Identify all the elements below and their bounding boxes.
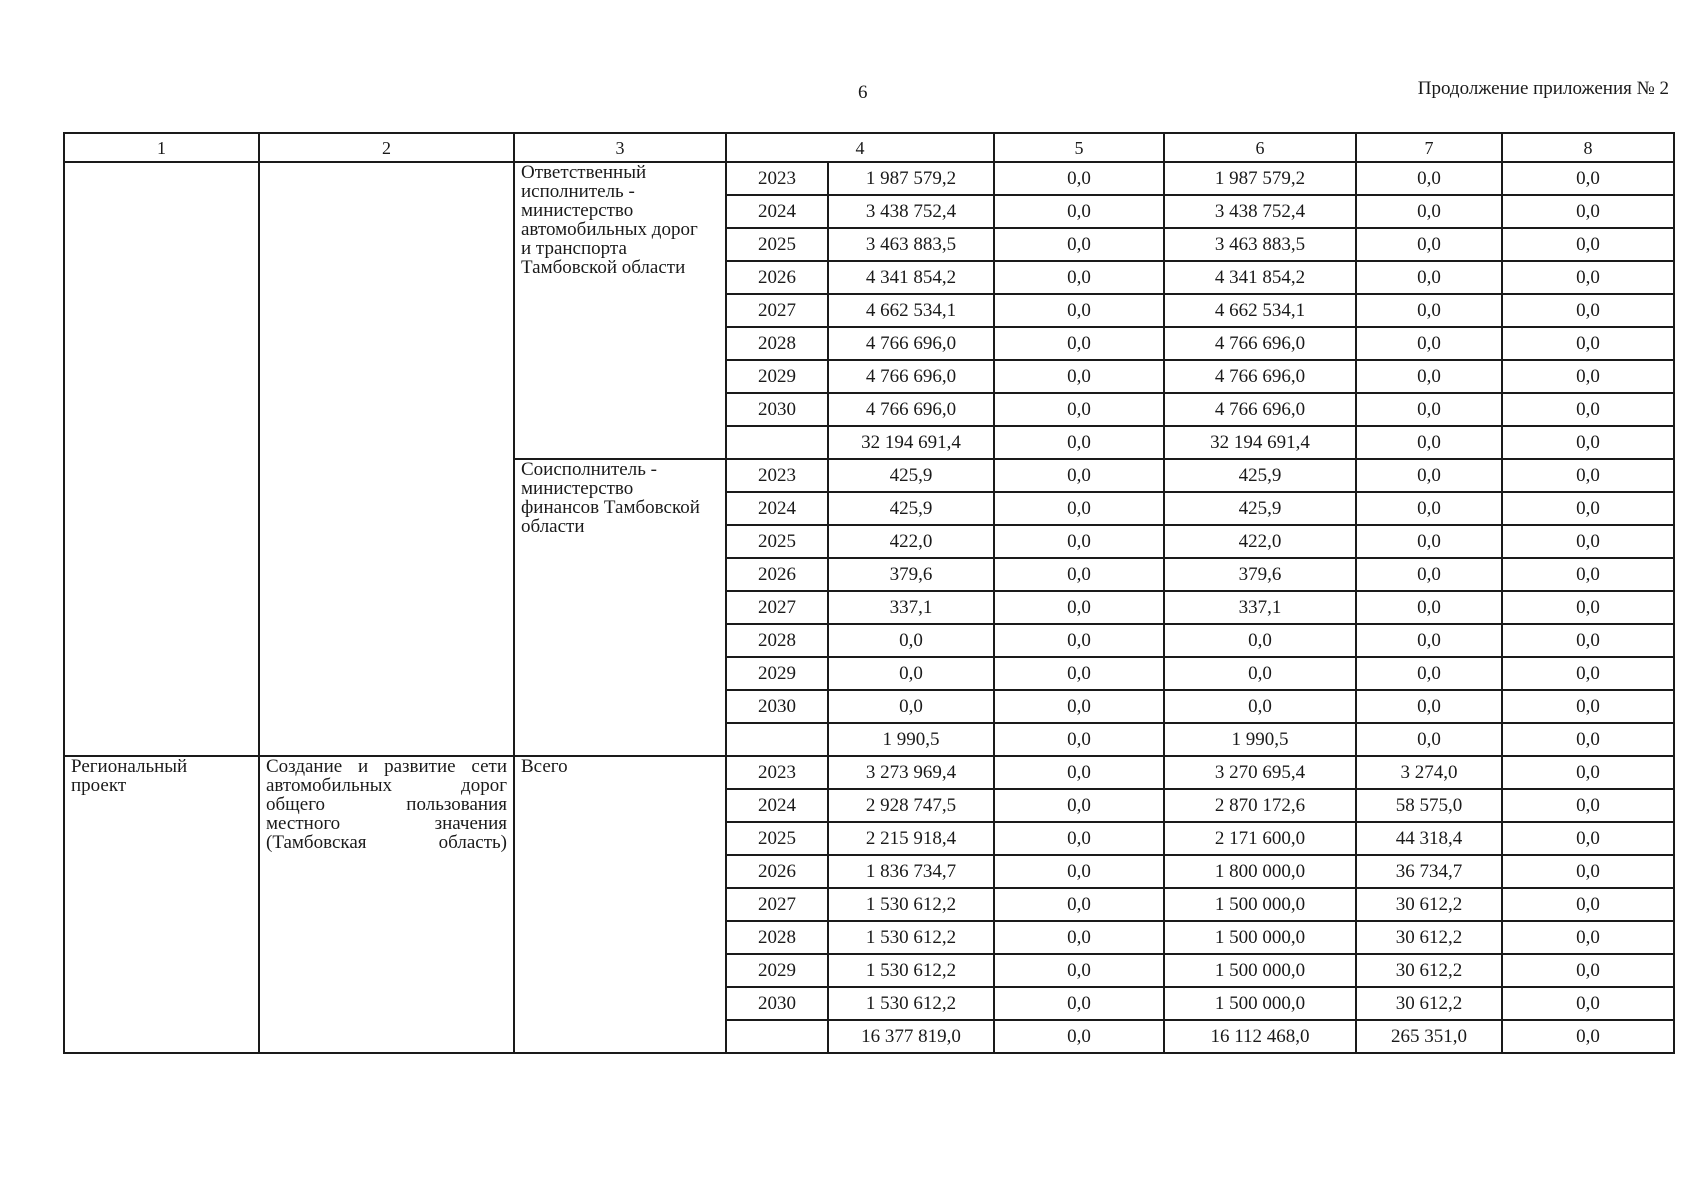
- appendix-continuation-label: Продолжение приложения № 2: [1417, 78, 1669, 99]
- amount-cell: 4 662 534,1: [828, 294, 994, 327]
- amount-cell: 30 612,2: [1356, 921, 1502, 954]
- amount-cell: 1 530 612,2: [828, 888, 994, 921]
- year-cell: 2026: [726, 855, 828, 888]
- year-cell: 2030: [726, 987, 828, 1020]
- amount-cell: 0,0: [1502, 492, 1674, 525]
- executor-cell: [514, 459, 726, 756]
- amount-cell: 0,0: [994, 162, 1164, 195]
- amount-cell: 0,0: [994, 492, 1164, 525]
- amount-cell: 0,0: [1356, 492, 1502, 525]
- year-cell: 2029: [726, 954, 828, 987]
- amount-cell: 2 928 747,5: [828, 789, 994, 822]
- amount-cell: 0,0: [1356, 591, 1502, 624]
- cell-line: министерство: [521, 478, 634, 499]
- cell-line: Соисполнитель -: [521, 459, 657, 480]
- amount-cell: 0,0: [1502, 855, 1674, 888]
- year-cell: 2025: [726, 228, 828, 261]
- amount-cell: 2 215 918,4: [828, 822, 994, 855]
- year-cell: 2029: [726, 360, 828, 393]
- amount-cell: 0,0: [994, 756, 1164, 789]
- amount-cell: 0,0: [1502, 690, 1674, 723]
- amount-cell: 0,0: [1502, 162, 1674, 195]
- amount-cell: 0,0: [1502, 426, 1674, 459]
- amount-cell: 0,0: [994, 657, 1164, 690]
- amount-cell: 0,0: [994, 459, 1164, 492]
- amount-cell: 0,0: [994, 426, 1164, 459]
- amount-cell: 3 438 752,4: [828, 195, 994, 228]
- amount-cell: 0,0: [1356, 426, 1502, 459]
- cell-line: автомобильных дорог: [521, 219, 698, 240]
- amount-cell: 4 766 696,0: [828, 327, 994, 360]
- year-cell: [726, 1020, 828, 1053]
- financing-table: [63, 132, 1675, 1054]
- executor-cell: [514, 756, 726, 1053]
- amount-cell: 1 500 000,0: [1164, 888, 1356, 921]
- amount-cell: 4 662 534,1: [1164, 294, 1356, 327]
- amount-cell: 36 734,7: [1356, 855, 1502, 888]
- amount-cell: 0,0: [828, 657, 994, 690]
- amount-cell: 4 766 696,0: [828, 360, 994, 393]
- amount-cell: 0,0: [1356, 195, 1502, 228]
- amount-cell: 425,9: [1164, 492, 1356, 525]
- amount-cell: 1 500 000,0: [1164, 921, 1356, 954]
- year-cell: 2026: [726, 558, 828, 591]
- amount-cell: 0,0: [1356, 624, 1502, 657]
- column-number-4: 4: [726, 133, 994, 162]
- amount-cell: 0,0: [994, 855, 1164, 888]
- amount-cell: 0,0: [994, 987, 1164, 1020]
- project-name-cell: [259, 162, 514, 756]
- column-number-7: 7: [1356, 133, 1502, 162]
- amount-cell: 0,0: [1502, 327, 1674, 360]
- cell-line: и транспорта: [521, 238, 627, 259]
- amount-cell: 0,0: [1356, 162, 1502, 195]
- amount-cell: 0,0: [994, 327, 1164, 360]
- amount-cell: 425,9: [828, 492, 994, 525]
- table-row: [64, 756, 1674, 789]
- year-cell: [726, 723, 828, 756]
- amount-cell: 425,9: [828, 459, 994, 492]
- amount-cell: 3 463 883,5: [828, 228, 994, 261]
- amount-cell: 0,0: [1502, 558, 1674, 591]
- amount-cell: 0,0: [994, 360, 1164, 393]
- amount-cell: 0,0: [1502, 525, 1674, 558]
- amount-cell: 1 990,5: [828, 723, 994, 756]
- amount-cell: 3 273 969,4: [828, 756, 994, 789]
- amount-cell: 265 351,0: [1356, 1020, 1502, 1053]
- year-cell: 2024: [726, 492, 828, 525]
- year-cell: 2028: [726, 921, 828, 954]
- year-cell: 2030: [726, 393, 828, 426]
- amount-cell: 0,0: [994, 822, 1164, 855]
- amount-cell: 0,0: [1502, 657, 1674, 690]
- amount-cell: 3 270 695,4: [1164, 756, 1356, 789]
- year-cell: 2026: [726, 261, 828, 294]
- year-cell: 2024: [726, 789, 828, 822]
- year-cell: 2023: [726, 756, 828, 789]
- amount-cell: 0,0: [1356, 558, 1502, 591]
- amount-cell: 0,0: [1502, 888, 1674, 921]
- amount-cell: 0,0: [1502, 789, 1674, 822]
- column-number-6: 6: [1164, 133, 1356, 162]
- amount-cell: 0,0: [1502, 954, 1674, 987]
- amount-cell: 0,0: [994, 591, 1164, 624]
- amount-cell: 4 766 696,0: [1164, 360, 1356, 393]
- amount-cell: 44 318,4: [1356, 822, 1502, 855]
- amount-cell: 16 377 819,0: [828, 1020, 994, 1053]
- amount-cell: 379,6: [828, 558, 994, 591]
- amount-cell: 0,0: [1356, 657, 1502, 690]
- amount-cell: 0,0: [1502, 822, 1674, 855]
- year-cell: 2030: [726, 690, 828, 723]
- amount-cell: 0,0: [1502, 921, 1674, 954]
- amount-cell: 1 500 000,0: [1164, 987, 1356, 1020]
- column-number-1: 1: [64, 133, 259, 162]
- amount-cell: 0,0: [1356, 228, 1502, 261]
- amount-cell: 30 612,2: [1356, 888, 1502, 921]
- amount-cell: 3 463 883,5: [1164, 228, 1356, 261]
- amount-cell: 0,0: [1164, 690, 1356, 723]
- amount-cell: 0,0: [828, 690, 994, 723]
- table-row: [64, 162, 1674, 195]
- amount-cell: 379,6: [1164, 558, 1356, 591]
- cell-line: проект: [71, 775, 127, 796]
- amount-cell: 1 836 734,7: [828, 855, 994, 888]
- amount-cell: 0,0: [1502, 624, 1674, 657]
- amount-cell: 0,0: [1164, 624, 1356, 657]
- amount-cell: 0,0: [1502, 723, 1674, 756]
- cell-line: Всего: [521, 756, 568, 777]
- amount-cell: 0,0: [994, 558, 1164, 591]
- amount-cell: 0,0: [1356, 723, 1502, 756]
- amount-cell: 0,0: [1502, 393, 1674, 426]
- amount-cell: 0,0: [994, 261, 1164, 294]
- amount-cell: 425,9: [1164, 459, 1356, 492]
- amount-cell: 1 530 612,2: [828, 921, 994, 954]
- cell-line: Региональный: [71, 756, 188, 777]
- column-number-3: 3: [514, 133, 726, 162]
- cell-line: общего пользования: [266, 794, 507, 815]
- amount-cell: 0,0: [1502, 360, 1674, 393]
- amount-cell: 1 800 000,0: [1164, 855, 1356, 888]
- amount-cell: 0,0: [994, 228, 1164, 261]
- year-cell: 2027: [726, 888, 828, 921]
- amount-cell: 0,0: [994, 525, 1164, 558]
- amount-cell: 0,0: [1502, 987, 1674, 1020]
- amount-cell: 0,0: [994, 1020, 1164, 1053]
- amount-cell: 16 112 468,0: [1164, 1020, 1356, 1053]
- amount-cell: 0,0: [1502, 591, 1674, 624]
- amount-cell: 1 530 612,2: [828, 954, 994, 987]
- amount-cell: 1 987 579,2: [1164, 162, 1356, 195]
- column-number-5: 5: [994, 133, 1164, 162]
- amount-cell: 30 612,2: [1356, 954, 1502, 987]
- amount-cell: 0,0: [1502, 1020, 1674, 1053]
- amount-cell: 0,0: [1356, 294, 1502, 327]
- amount-cell: 58 575,0: [1356, 789, 1502, 822]
- column-number-row: [64, 133, 1674, 162]
- amount-cell: 32 194 691,4: [828, 426, 994, 459]
- column-number-8: 8: [1502, 133, 1674, 162]
- amount-cell: 0,0: [994, 393, 1164, 426]
- cell-line: местного значения: [266, 813, 507, 834]
- year-cell: 2027: [726, 294, 828, 327]
- column-number-2: 2: [259, 133, 514, 162]
- amount-cell: 0,0: [994, 723, 1164, 756]
- amount-cell: 0,0: [828, 624, 994, 657]
- cell-line: (Тамбовская область): [266, 832, 507, 853]
- amount-cell: 0,0: [1502, 261, 1674, 294]
- year-cell: 2023: [726, 459, 828, 492]
- executor-cell: [514, 162, 726, 459]
- amount-cell: 0,0: [994, 690, 1164, 723]
- year-cell: 2025: [726, 822, 828, 855]
- amount-cell: 422,0: [1164, 525, 1356, 558]
- amount-cell: 0,0: [1356, 327, 1502, 360]
- amount-cell: 0,0: [1502, 459, 1674, 492]
- year-cell: 2029: [726, 657, 828, 690]
- amount-cell: 0,0: [1356, 393, 1502, 426]
- amount-cell: 0,0: [1356, 360, 1502, 393]
- cell-line: Ответственный: [521, 162, 647, 183]
- cell-line: финансов Тамбовской: [521, 497, 700, 518]
- amount-cell: 4 341 854,2: [1164, 261, 1356, 294]
- amount-cell: 337,1: [828, 591, 994, 624]
- amount-cell: 0,0: [994, 888, 1164, 921]
- amount-cell: 2 870 172,6: [1164, 789, 1356, 822]
- amount-cell: 0,0: [994, 624, 1164, 657]
- project-name-cell: [259, 756, 514, 1053]
- cell-line: автомобильных дорог: [266, 775, 507, 796]
- amount-cell: 0,0: [994, 921, 1164, 954]
- year-cell: 2023: [726, 162, 828, 195]
- amount-cell: 3 274,0: [1356, 756, 1502, 789]
- amount-cell: 0,0: [994, 789, 1164, 822]
- amount-cell: 0,0: [994, 195, 1164, 228]
- amount-cell: 0,0: [1356, 690, 1502, 723]
- year-cell: 2028: [726, 624, 828, 657]
- year-cell: 2028: [726, 327, 828, 360]
- amount-cell: 30 612,2: [1356, 987, 1502, 1020]
- amount-cell: 2 171 600,0: [1164, 822, 1356, 855]
- cell-line: Тамбовской области: [521, 257, 686, 278]
- amount-cell: 0,0: [1502, 195, 1674, 228]
- cell-line: Создание и развитие сети: [266, 756, 507, 777]
- year-cell: 2025: [726, 525, 828, 558]
- amount-cell: 1 987 579,2: [828, 162, 994, 195]
- amount-cell: 4 766 696,0: [1164, 327, 1356, 360]
- year-cell: 2024: [726, 195, 828, 228]
- project-type-cell: [64, 756, 259, 1053]
- amount-cell: 0,0: [1356, 261, 1502, 294]
- amount-cell: 1 500 000,0: [1164, 954, 1356, 987]
- amount-cell: 1 990,5: [1164, 723, 1356, 756]
- amount-cell: 0,0: [1502, 294, 1674, 327]
- year-cell: [726, 426, 828, 459]
- amount-cell: 1 530 612,2: [828, 987, 994, 1020]
- amount-cell: 0,0: [994, 294, 1164, 327]
- amount-cell: 337,1: [1164, 591, 1356, 624]
- project-type-cell: [64, 162, 259, 756]
- cell-line: области: [521, 516, 585, 537]
- amount-cell: 4 766 696,0: [1164, 393, 1356, 426]
- amount-cell: 3 438 752,4: [1164, 195, 1356, 228]
- cell-line: министерство: [521, 200, 634, 221]
- page-number: 6: [858, 82, 868, 103]
- amount-cell: 4 766 696,0: [828, 393, 994, 426]
- amount-cell: 0,0: [1164, 657, 1356, 690]
- amount-cell: 422,0: [828, 525, 994, 558]
- amount-cell: 0,0: [994, 954, 1164, 987]
- year-cell: 2027: [726, 591, 828, 624]
- cell-line: исполнитель -: [521, 181, 635, 202]
- amount-cell: 0,0: [1502, 228, 1674, 261]
- amount-cell: 0,0: [1502, 756, 1674, 789]
- amount-cell: 4 341 854,2: [828, 261, 994, 294]
- amount-cell: 0,0: [1356, 525, 1502, 558]
- amount-cell: 0,0: [1356, 459, 1502, 492]
- amount-cell: 32 194 691,4: [1164, 426, 1356, 459]
